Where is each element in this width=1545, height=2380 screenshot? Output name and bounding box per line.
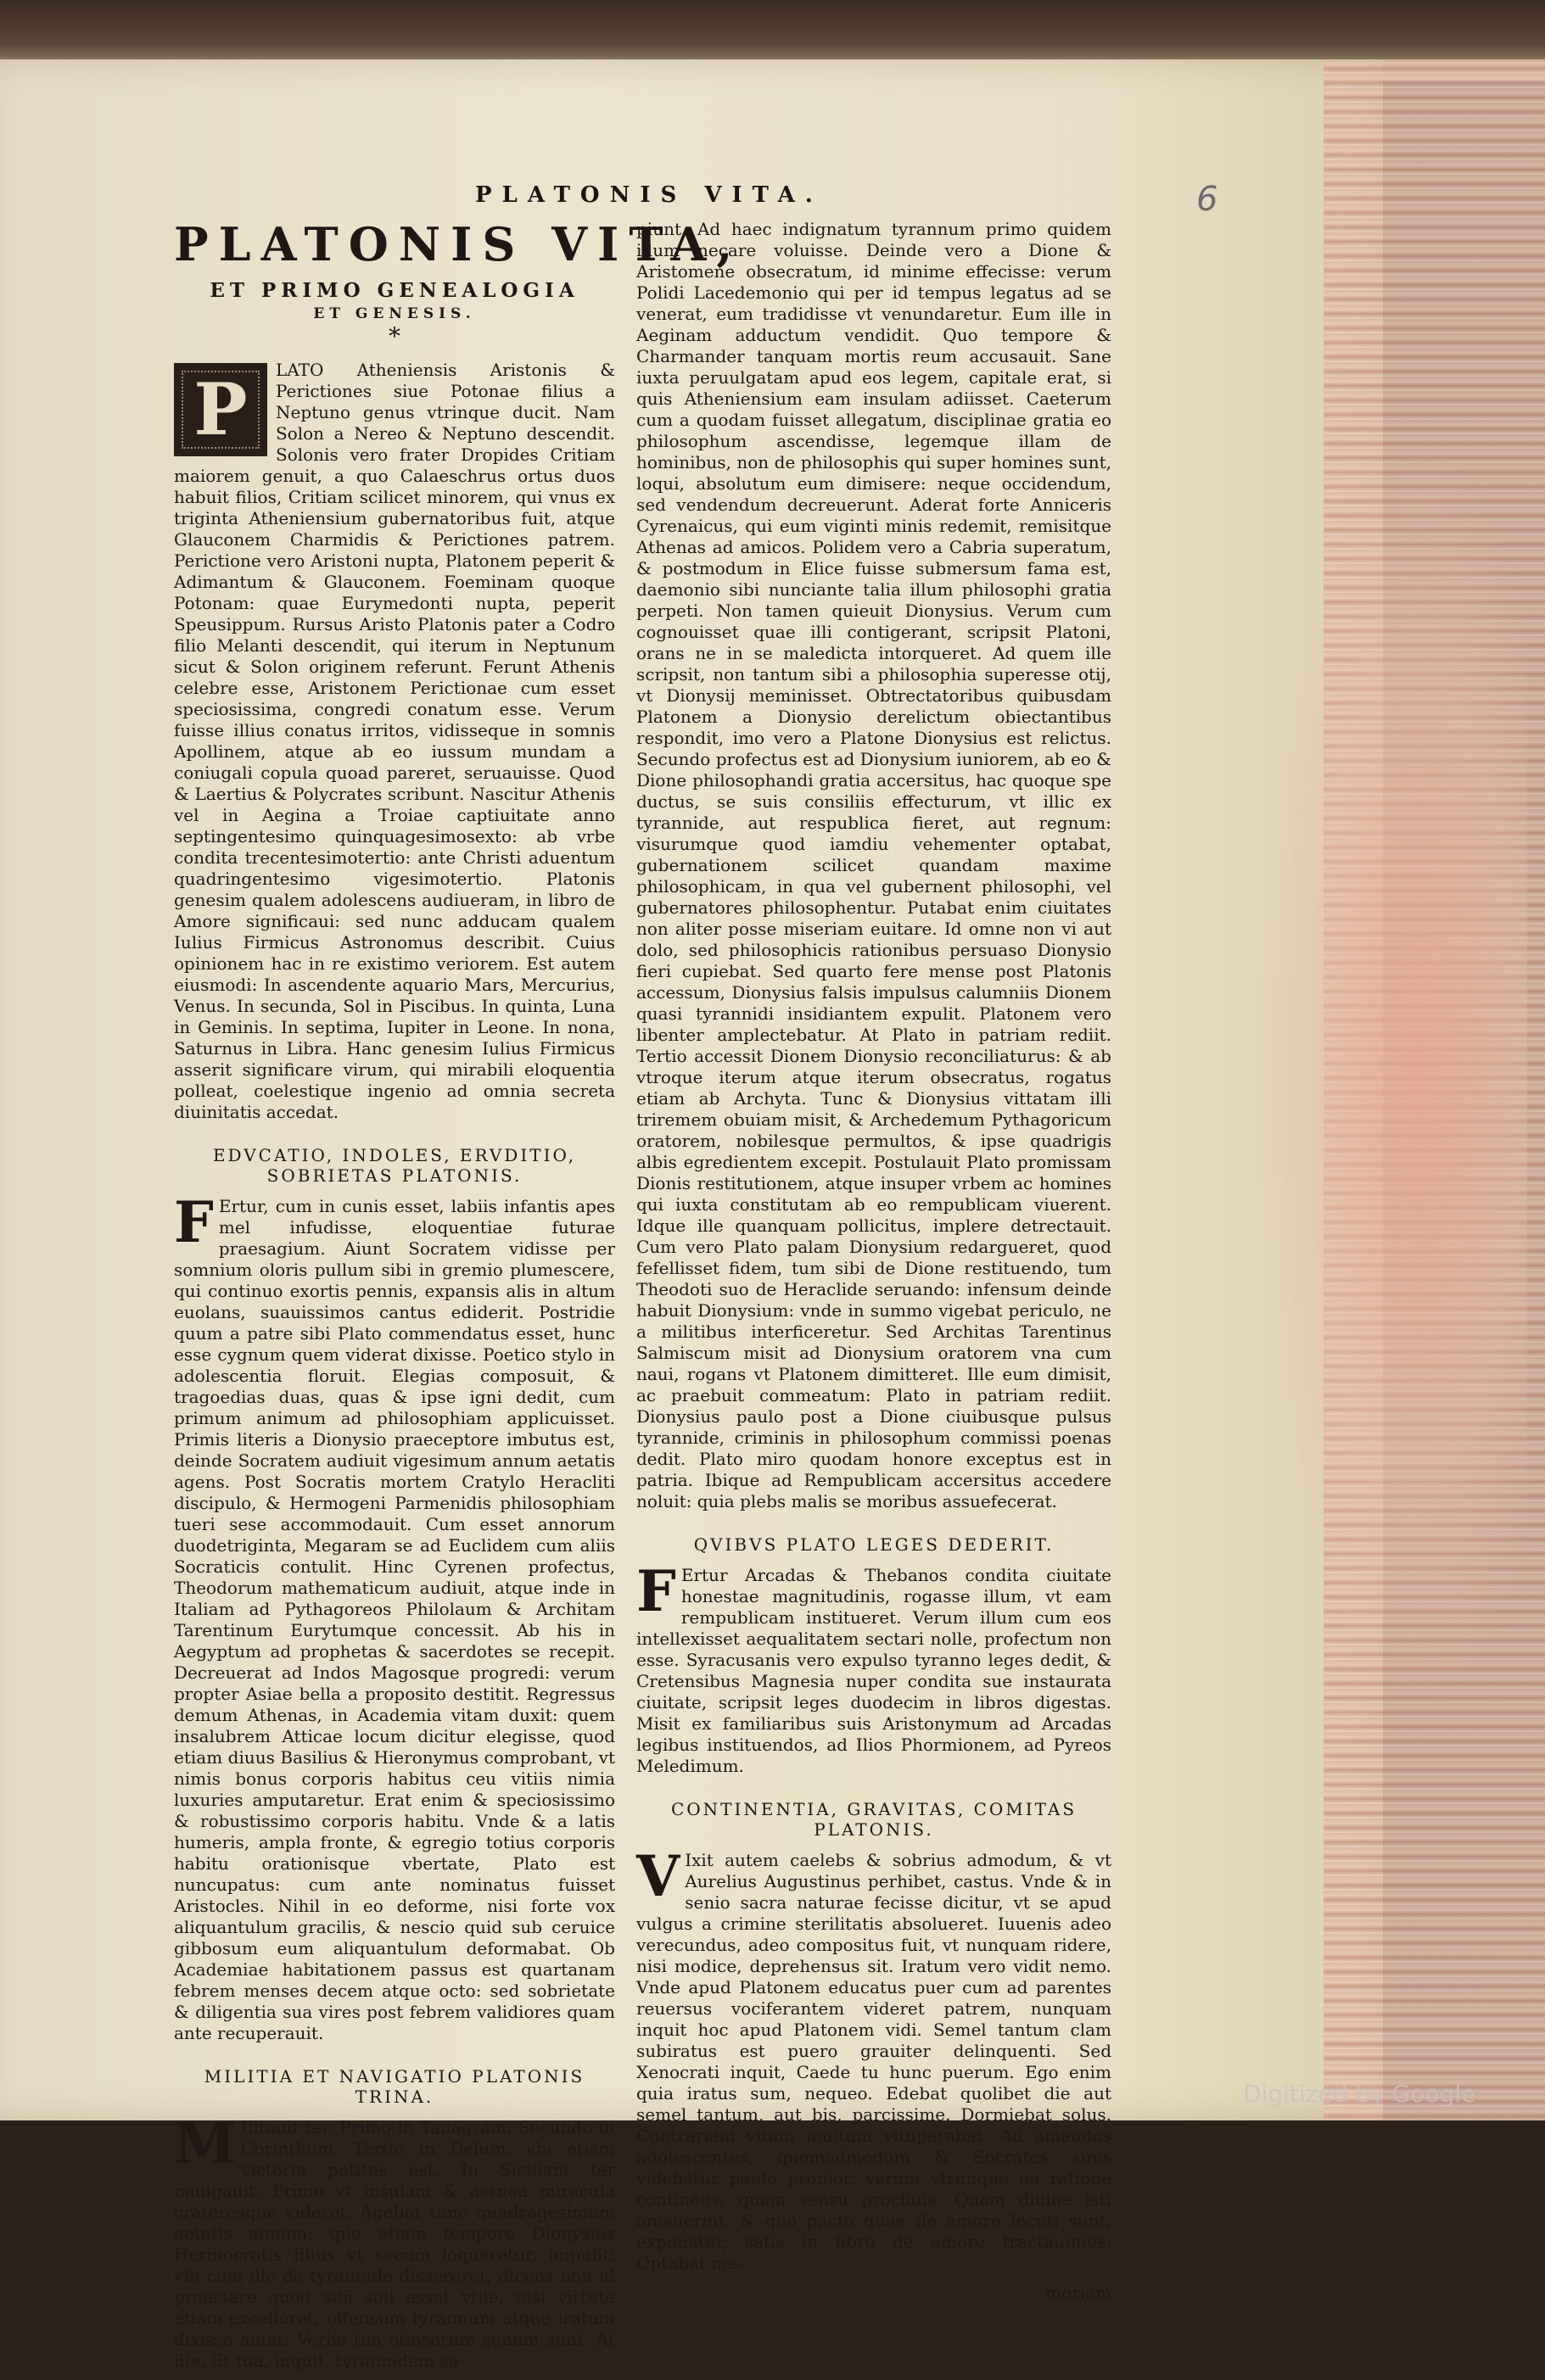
left-column: [174, 217, 743, 2380]
asterisk-ornament: *: [389, 322, 400, 350]
intro-paragraph: [174, 360, 615, 1123]
initial-letter: M: [174, 2110, 237, 2176]
laws-paragraph: [636, 1558, 1111, 1777]
education-paragraph: [174, 1189, 615, 2044]
finger-blur: [1256, 441, 1527, 1713]
right-column: [636, 219, 1111, 2304]
folio-mark: 6: [1196, 180, 1218, 219]
page-title: PLATONIS VITA,: [174, 217, 743, 271]
initial-letter: F: [174, 1189, 214, 1255]
section-heading-laws: QVIBVS PLATO LEGES DEDERIT.: [693, 1534, 1055, 1555]
militia-text: Ilitauit ter. Primo in Tanagram. Secundo in Corinthum. Tertio in Delum, vbi etiam victoria potitus est. In Siciliam ter nauigauit. Primo vt insulam & aetnea miracula crateresque videret. Agebat tunc quadragesimum aetatis annum: quo etiam tempore Dionysius Hermocratis filius vt secum loqueretur, impulit: vbi cum ille de tyrannide dissereret, dicens non id praestare quod sibi soli esset vtile, nisi virtute etiam excelleret, offensum tyrannum atque iratum dixisse aiunt: Verba tua otiosorum senum sunt. At ille, Et tua, inquit, tyrannidem sa-: [174, 2117, 615, 2371]
sicily-paragraph: piunt. Ad haec indignatum tyrannum primo quidem illum necare voluisse. Deinde vero a Dione & Aristomene obsecratum, id minime effecisse: verum Polidi Lacedemonio qui per id tempus legatus ad se venerat, eum tradidisse vt venundaretur. Eum ille in Aeginam adductum vendidit. Quo tempore & Charmander tanquam mortis reum accusauit. Sane iuxta peruulgatam apud eos legem, capitale erat, si quis Atheniensium eam insulam adiisset. Caeterum cum a quodam fuisset allegatum, disciplinae gratia eo philosophum ascendisse, legemque illam de hominibus, non de philosophis qui super homines sunt, loqui, absolutum eum dimisere: neque occidendum, sed vendendum decreuerunt. Aderat forte Anniceris Cyrenaicus, qui eum viginti minis redemit, remisitque Athenas ad amicos. Polidem vero a Cabria superatum, & postmodum in Elice fuisse submersum fama est, daemonio sibi nunciante talia illum philosophi gratia perpeti. Non tamen quieuit Dionysius. Verum cum cognouisset quae illi contigerant, scripsit Platoni, orans ne in se maledicta intorqueret. Ad quem ille scripsit, non tantum sibi a philosophia superesse otij, vt Dionysij meminisset. Obtrectatoribus quibusdam Platonem a Dionysio derelictum obiectantibus respondit, imo vero a Platone Dionysius est relictus. Secundo profectus est ad Dionysium iuniorem, ab eo & Dione philosophandi gratia accersitus, hac quoque spe ductus, se suis consiliis effecturum, vt illic ex tyrannide, aut respublica fieret, aut regnum: visurumque quod iamdiu vehementer optabat, gubernationem scilicet quandam maxime philosophicam, in qua vel gubernent philosophi, vel gubernatores philosophentur. Putabat enim ciuitates non aliter posse miseriam euitare. Id omne non vi aut dolo, sed philosophicis rationibus persuaso Dionysio fieri cupiebat. Sed quarto fere mense post Platonis accessum, Dionysius falsis impulsus calumniis Dionem quasi tyrannidi insidiantem expulit. Platonem vero libenter amplectebatur. At Plato in patriam rediit. Tertio accessit Dionem Dionysio reconciliaturus: & ab vtroque iterum atque iterum obsecratus, rogatus etiam ab Archyta. Tunc & Dionysius vittatam illi triremem obuiam misit, & Archedemum Pythagoricum oratorem, nobilesque permultos, & ipse quadrigis albis egredientem excepit. Postulauit Plato promissam Dionis restitutionem, atque insuper vrbem ac homines qui iuxta constitutam ab eo rempublicam viuerent. Idque ille quanquam pollicitus, implere detrectauit. Cum vero Plato palam Dionysium redargueret, quod fefellisset fidem, tum sibi de Dione restituendo, tum Theodoti suo de Heraclide seruando: infensum deinde habuit Dionysium: vnde in summo vigebat periculo, ne a militibus interficeretur. Sed Architas Tarentinus Salmiscum misit ad Dionysium oratorem vna cum naui, rogans vt Platonem dimitteret. Ille eum dimisit, ac praebuit commeatum: Plato in patriam rediit. Dionysius paulo post a Dione ciuibusque pulsus tyrannide, criminis in philosophum commissi poenas dedit. Plato miro quodam honore exceptus est in patria. Ibique ad Rempublicam accersitus accedere noluit: quia plebs malis se moribus assuefecerat.: [636, 219, 1111, 1511]
watermark: Digitized by Google: [1243, 2080, 1476, 2108]
continence-paragraph: [636, 1843, 1111, 2274]
initial-letter: V: [636, 1843, 680, 1909]
catchword: moriam: [1045, 2282, 1111, 2303]
drop-cap-letter: P: [193, 367, 248, 451]
continence-text: Ixit autem caelebs & sobrius admodum, & vt Aurelius Augustinus perhibet, castus. Vnde & in senio sacra naturae fecisse dicitur, vt se apud vulgus a crimine sterilitatis absolueret. Iuuenis adeo verecundus, adeo compositus fuit, vt nunquam ridere, nisi modice, deprehensus sit. Iratum vero vidit nemo. Vnde apud Platonem educatus puer cum ad parentes reuersus vociferantem videret patrem, nunquam inquit hoc apud Platonem vidi. Semel tantum clam subiratus est puero grauiter delinquenti. Sed Xenocrati inquit, Caede tu hunc puerum. Ego enim quia iratus sum, nequeo. Edebat quolibet die aut semel tantum, aut bis, parcissime. Dormiebat solus. Contrariam vitam multum vituperabat. Ad amandos adolescentes, quemadmodum & Socrates suus videbatur paulo pronior, verum vtrunque ea ratione continens, quam sensu procliuis. Quam diuine isti amauerint, & quo pacto quae de amore locuti sunt, exponatur, satis in libro de amore tractauimus. Optabat me-: [636, 1850, 1111, 2273]
initial-letter: F: [636, 1558, 676, 1624]
section-heading-continence: CONTINENTIA, GRAVITAS, COMITAS PLATONIS.: [670, 1799, 1078, 1840]
education-text: Ertur, cum in cunis esset, labiis infantis apes mel infudisse, eloquentiae futurae praesagium. Aiunt Socratem vidisse per somnium oloris pullum sibi in gremio plumescere, qui continuo exortis pennis, expansis alis in altum euolans, suauissimos cantus ediderit. Postridie quum a patre sibi Plato commendatus esset, hunc esse cygnum quem viderat dixisse. Poetico stylo in adolescentia floruit. Elegias composuit, & tragoedias duas, quas & ipse igni dedit, cum primum animum ad philosophiam applicuisset. Primis literis a Dionysio praeceptore imbutus est, deinde Socratem audiuit vigesimum annum aetatis agens. Post Socratis mortem Cratylo Heracliti discipulo, & Hermogeni Parmenidis philosophiam tueri sese accommodauit. Cum esset annorum duodetriginta, Megaram se ad Euclidem cum aliis Socraticis contulit. Hinc Cyrenen profectus, Theodorum mathematicum audiuit, atque inde in Italiam ad Pythagoreos Philolaum & Architam Tarentinum Eurytumque concessit. Ab his in Aegyptum ad prophetas & sacerdotes se recepit. Decreuerat ad Indos Magosque progredi: verum propter Asiae bella a proposito destitit. Regressus demum Athenas, in Academia vitam duxit: quem insalubrem Atticae locum dicitur elegisse, quod etiam diuus Basilius & Hieronymus comprobant, vt nimis bonus corporis habitus ceu vitiis nimia luxuries amputaretur. Erat enim & speciosissimo & robustissimo corporis habitu. Vnde & a latis humeris, ampla fronte, & egregio totius corporis habitu orationisque vbertate, Plato est nuncupatus: cum ante nominatus fuisset Aristocles. Nihil in eo deforme, nisi forte vox aliquantulum gracilis, & nescio quid sub ceruice gibbosum eum aliquantulum deformabat. Ob Academiae habitationem passus est quartanam febrem menses decem atque octo: sed sobrietate & diligentia sua vires post febrem validiores quam ante recuperauit.: [174, 1196, 615, 2043]
laws-text: Ertur Arcadas & Thebanos condita ciuitate honestae magnitudinis, rogasse illum, vt eam rempublicam institueret. Verum illum cum eos intellexisset aequalitatem sectari nolle, profectum non esse. Syracusanis vero expulso tyranno leges dedit, & Cretensibus Magnesia nuper condita sue instaurata ciuitate, scripsit leges duodecim in libros digestas. Misit ex familiaribus suis Aristonymum ad Arcadas legibus instituendos, ad Ilios Phormionem, ad Pyreos Meledimum.: [636, 1565, 1111, 1776]
subtitle: ET PRIMO GENEALOGIA: [210, 279, 579, 302]
running-head: PLATONIS VITA.: [475, 182, 823, 208]
intro-text: LATO Atheniensis Aristonis & Perictiones siue Potonae filius a Neptuno genus vtrinque ducit. Nam Solon a Nereo & Neptuno descendit. Solonis vero frater Dropides Critiam maiorem genuit, a quo Calaeschrus ortus duos habuit filios, Critiam scilicet minorem, qui vnus ex triginta Atheniensium gubernatoribus fuit, atque Glauconem Charmidis & Perictiones patrem. Perictione vero Aristoni nupta, Platonem peperit & Adimantum & Glauconem. Foeminam quoque Potonam: quae Eurymedonti nupta, peperit Speusippum. Rursus Aristo Platonis pater a Codro filio Melanti descendit, qui iterum in Neptunum sicut & Solon originem referunt. Ferunt Athenis celebre esse, Aristonem Perictionae cum esset speciosissima, congredi conatum esse. Verum fuisse illius conatus irritos, vidisseque in somnis Apollinem, atque ab eo iussum mundam a coniugali copula quoad pareret, seruauisse. Quod & Laertius & Polycrates scribunt. Nascitur Athenis vel in Aegina a Troiae captiuitate anno septingentesimo quinquagesimosexto: ab vrbe condita trecentesimotertio: ante Christi aduentum quadringentesimo vigesimotertio. Platonis genesim qualem adolescens audiueram, in libro de Amore significaui: sed nunc adducam qualem Iulius Firmicus Astronomus describit. Cuius opinionem hac in re existimo veriorem. Est autem eiusmodi: In ascendente aquario Mars, Mercurius, Venus. In secunda, Sol in Piscibus. In quinta, Luna in Geminis. In septima, Iupiter in Leone. In nona, Saturnus in Libra. Hanc genesim Iulius Firmicus asserit significare virum, qui mirabili eloquentia polleat, coelestique ingenio ad omnia secreta diuinitatis accedat.: [174, 360, 615, 1122]
ornament-border: [182, 367, 260, 451]
subtitle-secondary: ET GENESIS.: [313, 305, 476, 322]
section-heading-education: EDVCATIO, INDOLES, ERVDITIO, SOBRIETAS PLATONIS.: [212, 1145, 577, 1186]
section-heading-militia: MILITIA ET NAVIGATIO PLATONIS TRINA.: [204, 2066, 585, 2107]
drop-cap-initial: [174, 363, 267, 456]
militia-paragraph: [174, 2110, 615, 2372]
